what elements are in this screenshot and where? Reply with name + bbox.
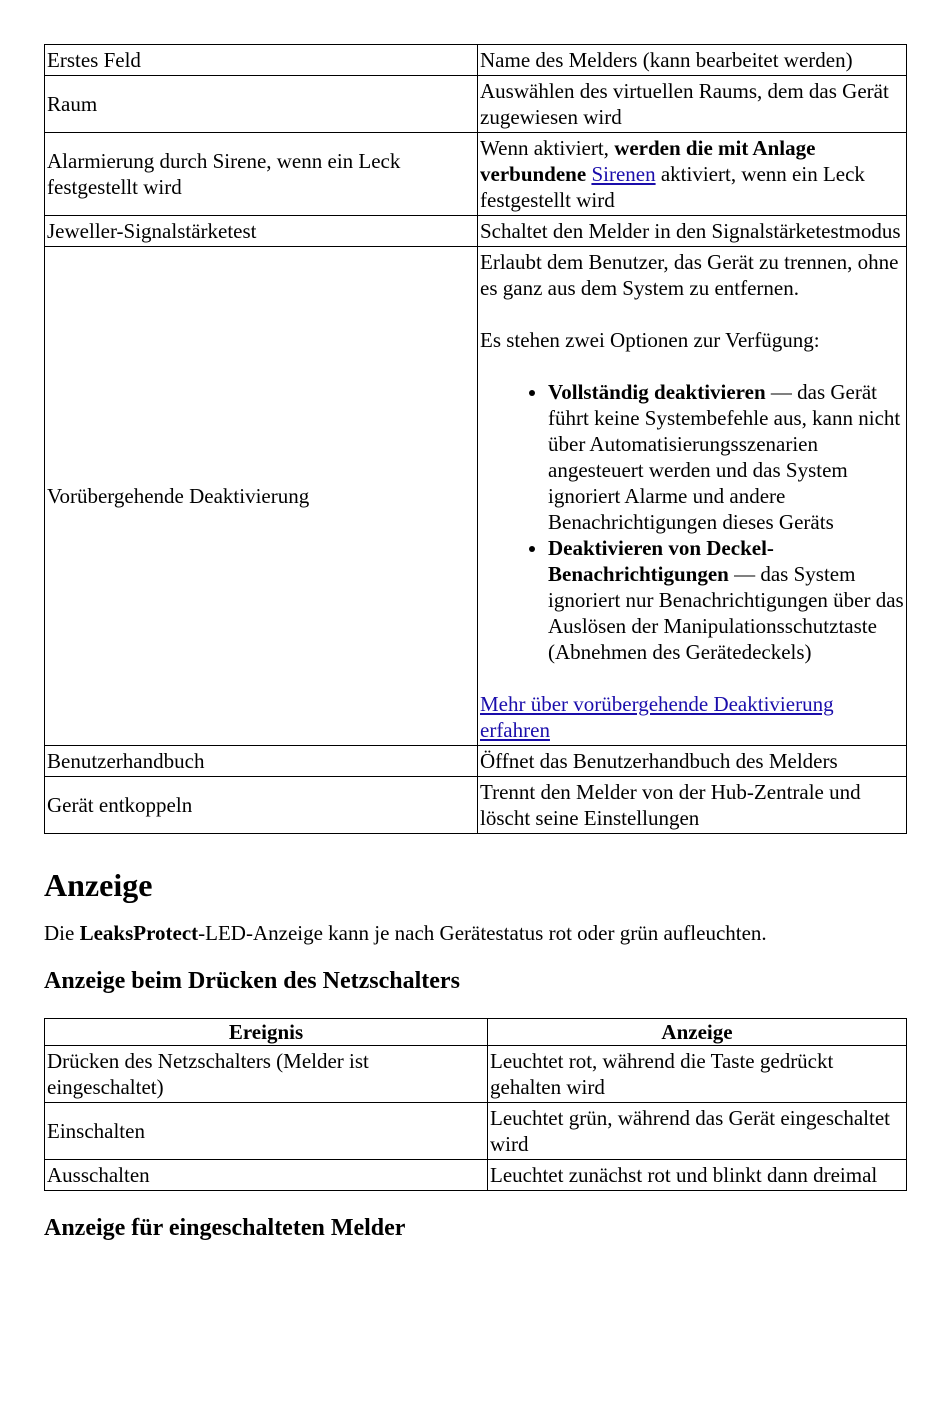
table-header-row: [45, 1019, 907, 1046]
setting-name: Erstes Feld: [45, 45, 478, 76]
setting-description: [478, 133, 907, 216]
option-title: Deaktivieren von Deckel-Benachrichtigungen: [548, 536, 774, 586]
setting-name: Vorübergehende Deaktivierung: [45, 247, 478, 746]
list-item: [548, 379, 904, 535]
description-text: Wenn aktiviert,: [480, 136, 615, 160]
event-cell: Drücken des Netzschalters (Melder ist eingeschaltet): [45, 1046, 488, 1103]
table-row: [45, 45, 907, 76]
indication-cell: Leuchtet rot, während die Taste gedrückt gehalten wird: [488, 1046, 907, 1103]
option-title: Vollständig deaktivieren: [548, 380, 766, 404]
table-row: [45, 76, 907, 133]
setting-description: Trennt den Melder von der Hub-Zentrale und löscht seine Einstellungen: [478, 777, 907, 834]
setting-name: Raum: [45, 76, 478, 133]
column-header: Anzeige: [488, 1019, 907, 1046]
column-header: Ereignis: [45, 1019, 488, 1046]
more-info-link[interactable]: Mehr über vorübergehende Deaktivierung erfahren: [480, 692, 834, 742]
description-paragraph: Es stehen zwei Optionen zur Verfügung:: [480, 328, 820, 352]
setting-name: Alarmierung durch Sirene, wenn ein Leck festgestellt wird: [45, 133, 478, 216]
setting-description: [478, 247, 907, 746]
setting-description: Öffnet das Benutzerhandbuch des Melders: [478, 746, 907, 777]
option-text: — das System ignoriert nur Benachrichtigungen über das Auslösen der Manipulationsschutztaste (Abnehmen des Gerätedeckels): [548, 562, 904, 664]
product-name: LeaksProtect: [79, 921, 199, 945]
table-row: [45, 777, 907, 834]
description-paragraph: Erlaubt dem Benutzer, das Gerät zu trennen, ohne es ganz aus dem System zu entfernen.: [480, 250, 899, 300]
section-heading: Anzeige: [44, 867, 153, 903]
intro-text: Die: [44, 921, 80, 945]
list-item: [548, 535, 904, 665]
table-row: [45, 1103, 907, 1160]
option-text: — das Gerät führt keine Systembefehle aus, kann nicht über Automatisierungsszenarien angesteuert werden und das System ignoriert Alarme und andere Benachrichtigungen dieses Geräts: [548, 380, 901, 534]
table-row: [45, 746, 907, 777]
table-row: [45, 1160, 907, 1191]
intro-paragraph: [44, 920, 906, 946]
description-text: aktiviert, wenn ein Leck festgestellt wird: [480, 162, 865, 212]
event-cell: Ausschalten: [45, 1160, 488, 1191]
event-cell: Einschalten: [45, 1103, 488, 1160]
table-row: [45, 1046, 907, 1103]
table-row: [45, 247, 907, 746]
setting-description: Auswählen des virtuellen Raums, dem das Gerät zugewiesen wird: [478, 76, 907, 133]
subsection-heading: Anzeige beim Drücken des Netzschalters: [44, 968, 460, 994]
document-page: [44, 44, 906, 1265]
intro-text: -LED-Anzeige kann je nach Gerätestatus rot oder grün aufleuchten.: [198, 921, 767, 945]
description-bold-text: werden die mit Anlage verbundene: [480, 136, 816, 186]
sirens-link[interactable]: Sirenen: [591, 162, 656, 186]
indication-table: [44, 1018, 907, 1191]
settings-table: [44, 44, 907, 834]
options-list: [480, 379, 904, 665]
setting-name: Jeweller-Signalstärketest: [45, 216, 478, 247]
subsection-heading: Anzeige für eingeschalteten Melder: [44, 1215, 406, 1241]
indication-cell: Leuchtet zunächst rot und blinkt dann dreimal: [488, 1160, 907, 1191]
setting-description: Schaltet den Melder in den Signalstärketestmodus: [478, 216, 907, 247]
more-info-paragraph: [480, 691, 904, 743]
setting-name: Gerät entkoppeln: [45, 777, 478, 834]
table-row: [45, 133, 907, 216]
table-row: [45, 216, 907, 247]
setting-name: Benutzerhandbuch: [45, 746, 478, 777]
setting-description: Name des Melders (kann bearbeitet werden): [478, 45, 907, 76]
indication-cell: Leuchtet grün, während das Gerät eingeschaltet wird: [488, 1103, 907, 1160]
